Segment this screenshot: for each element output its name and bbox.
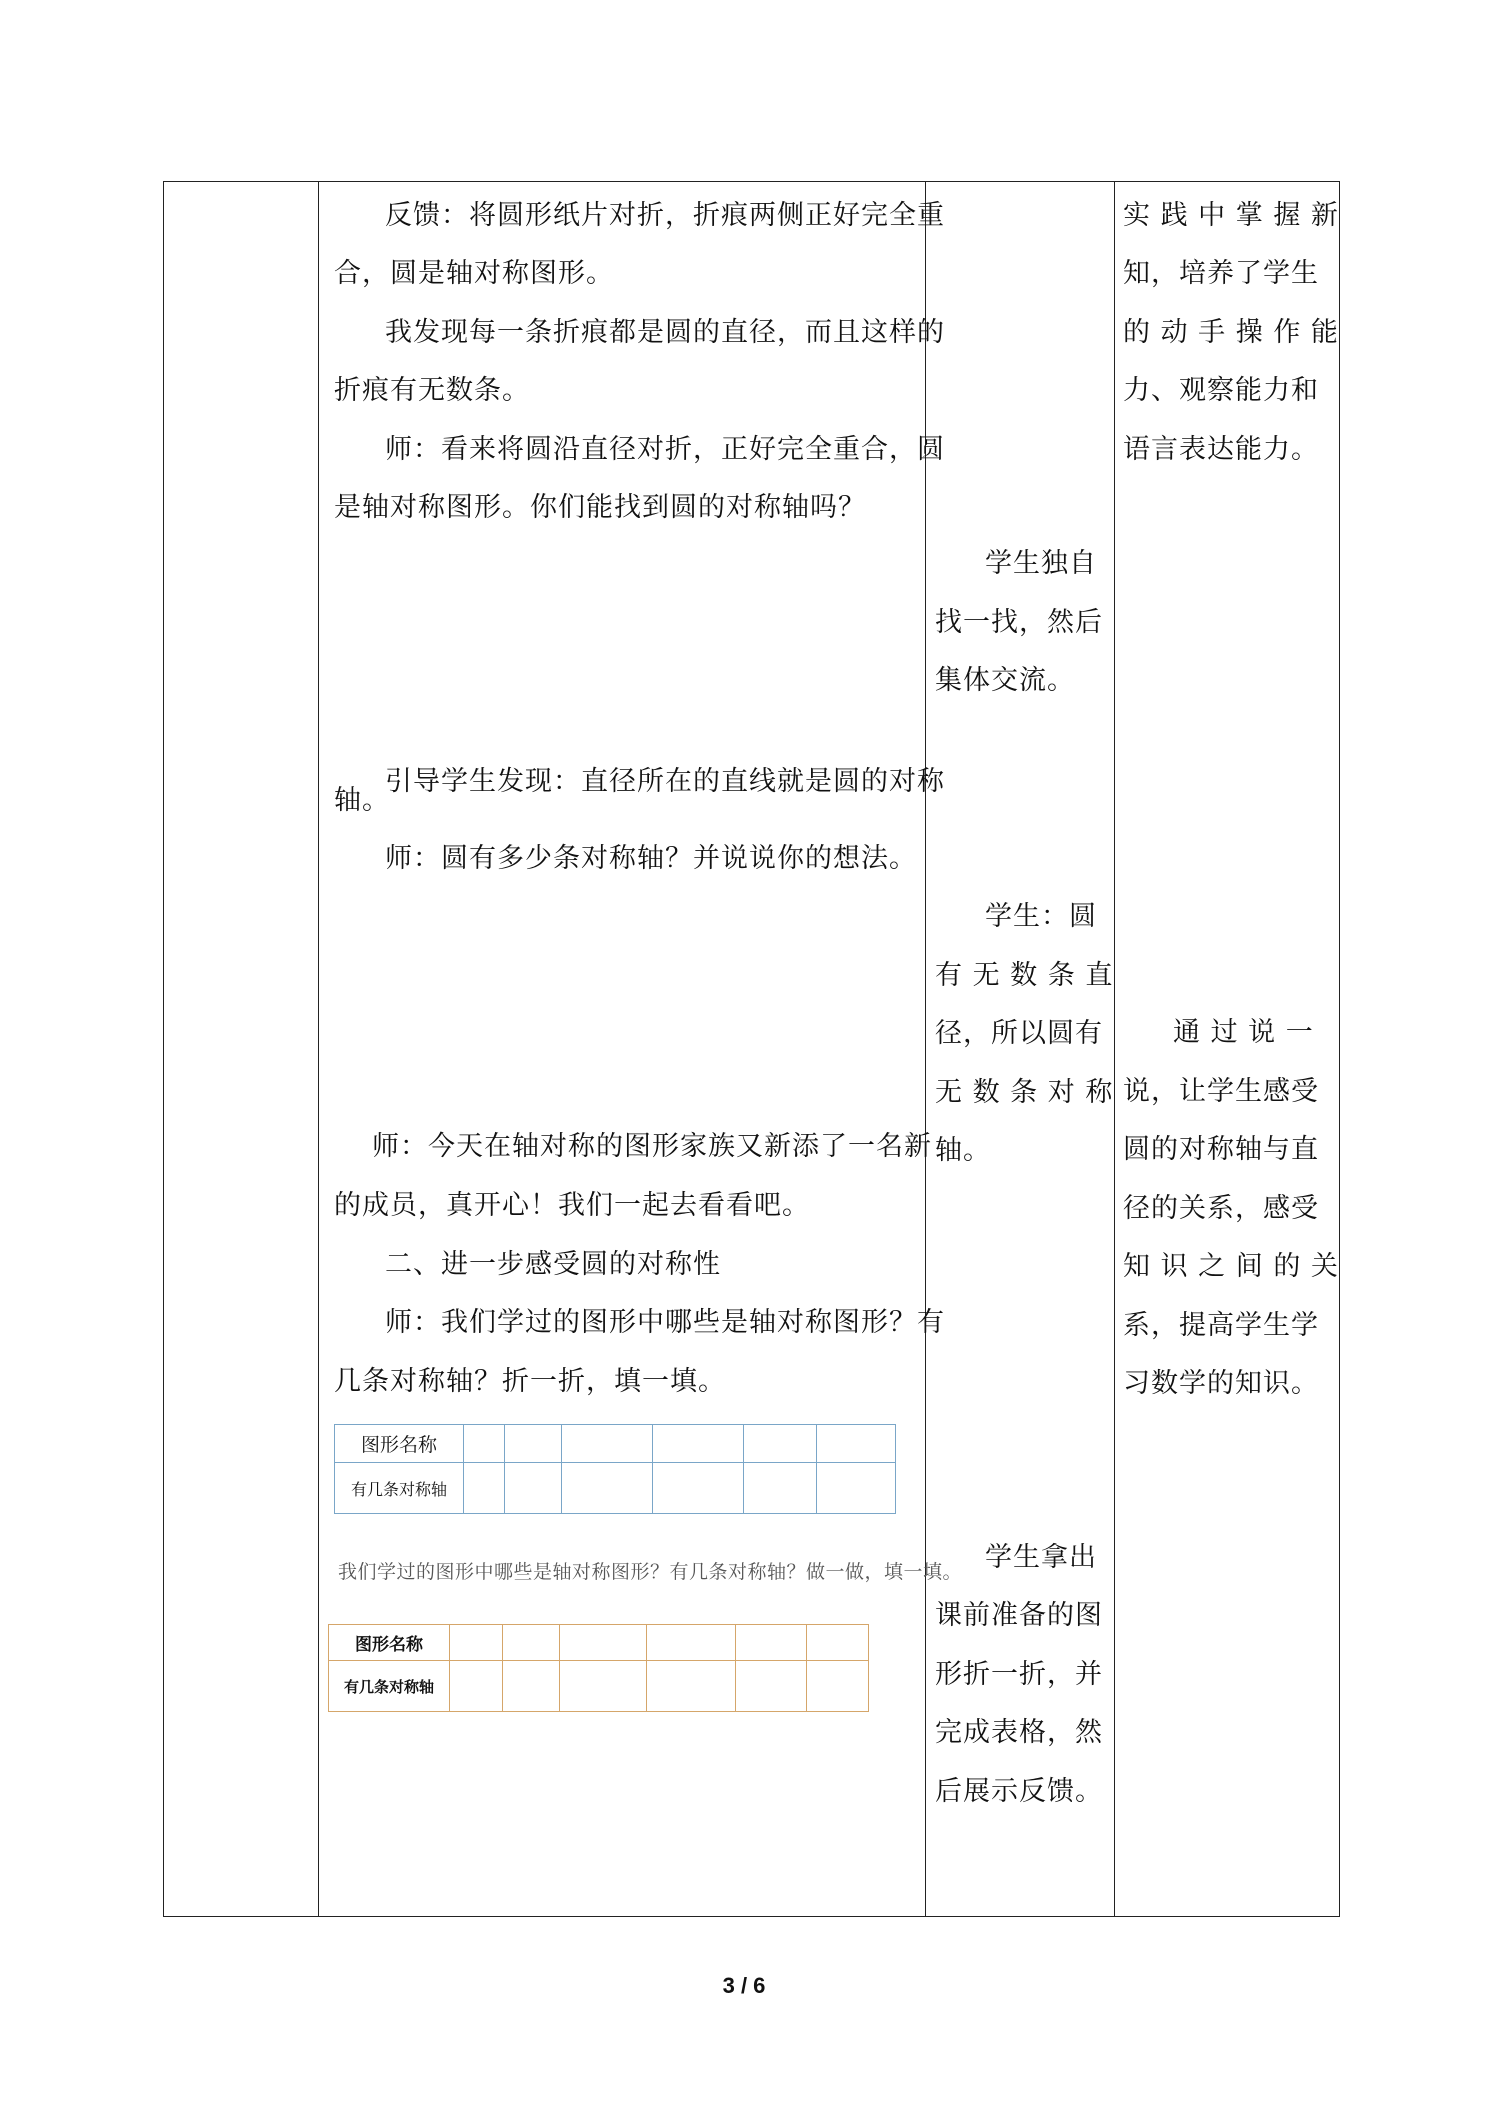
teaching-text-line: 的成员，真开心！我们一起去看看吧。 [334,1190,810,1221]
student-activity-line: 有 无 数 条 直 [935,960,1114,991]
design-intent-line: 知 识 之 间 的 关 [1123,1251,1339,1282]
image-caption: 我们学过的图形中哪些是轴对称图形？有几条对称轴？做一做，填一填。 [338,1561,963,1583]
teaching-text-line: 我发现每一条折痕都是圆的直径，而且这样的 [385,317,945,348]
section-heading: 二、进一步感受圆的对称性 [385,1249,721,1280]
teaching-text-line: 师：圆有多少条对称轴？并说说你的想法。 [385,843,917,874]
table-header-shape-name: 图形名称 [329,1625,450,1661]
design-intent-line: 系，提高学生学 [1123,1310,1319,1341]
page-number: 3 / 6 [722,1973,766,1998]
design-intent-line: 力、观察能力和 [1123,375,1319,406]
table-header-axis-count: 有几条对称轴 [335,1463,464,1514]
design-intent-line: 习数学的知识。 [1123,1368,1319,1399]
symmetry-table-orange [328,1624,869,1712]
design-intent-line: 知，培养了学生 [1123,258,1319,289]
student-activity-line: 径，所以圆有 [935,1018,1103,1049]
student-activity-line: 轴。 [935,1135,991,1166]
table-header-shape-name: 图形名称 [335,1425,464,1463]
symmetry-table-blue [334,1424,896,1514]
teaching-text-line: 轴。 [334,785,390,816]
teaching-text-line: 几条对称轴？折一折，填一填。 [334,1366,726,1397]
student-activity-line: 找一找，然后 [935,607,1103,638]
teaching-text-line: 折痕有无数条。 [334,375,530,406]
design-intent-line: 的 动 手 操 作 能 [1123,317,1339,348]
teaching-text-line: 是轴对称图形。你们能找到圆的对称轴吗？ [334,492,866,523]
teaching-text-line: 师：看来将圆沿直径对折，正好完全重合，圆 [385,434,945,465]
column-divider [318,182,319,1916]
table-header-axis-count: 有几条对称轴 [329,1661,450,1712]
design-intent-line: 语言表达能力。 [1123,434,1319,465]
design-intent-line: 径的关系，感受 [1123,1193,1319,1224]
student-activity-line: 课前准备的图 [935,1600,1103,1631]
design-intent-line: 说，让学生感受 [1123,1076,1319,1107]
student-activity-line: 无 数 条 对 称 [935,1077,1114,1108]
teaching-text-line: 师：今天在轴对称的图形家族又新添了一名新 [372,1131,932,1162]
student-activity-line: 学生拿出 [985,1542,1097,1573]
student-activity-line: 形折一折，并 [935,1659,1103,1690]
teaching-text-line: 反馈：将圆形纸片对折，折痕两侧正好完全重 [385,200,945,231]
student-activity-line: 学生：圆 [985,901,1097,932]
teaching-text-line: 合，圆是轴对称图形。 [334,258,614,289]
student-activity-line: 学生独自 [985,548,1097,579]
teaching-text-line: 师：我们学过的图形中哪些是轴对称图形？有 [385,1307,945,1338]
design-intent-line: 实 践 中 掌 握 新 [1123,200,1339,231]
teaching-text-line: 引导学生发现：直径所在的直线就是圆的对称 [385,766,945,797]
student-activity-line: 后展示反馈。 [935,1776,1103,1807]
student-activity-line: 完成表格，然 [935,1717,1103,1748]
column-divider [1114,182,1115,1916]
student-activity-line: 集体交流。 [935,665,1075,696]
design-intent-line: 圆的对称轴与直 [1123,1134,1319,1165]
design-intent-line: 通 过 说 一 [1173,1017,1314,1048]
